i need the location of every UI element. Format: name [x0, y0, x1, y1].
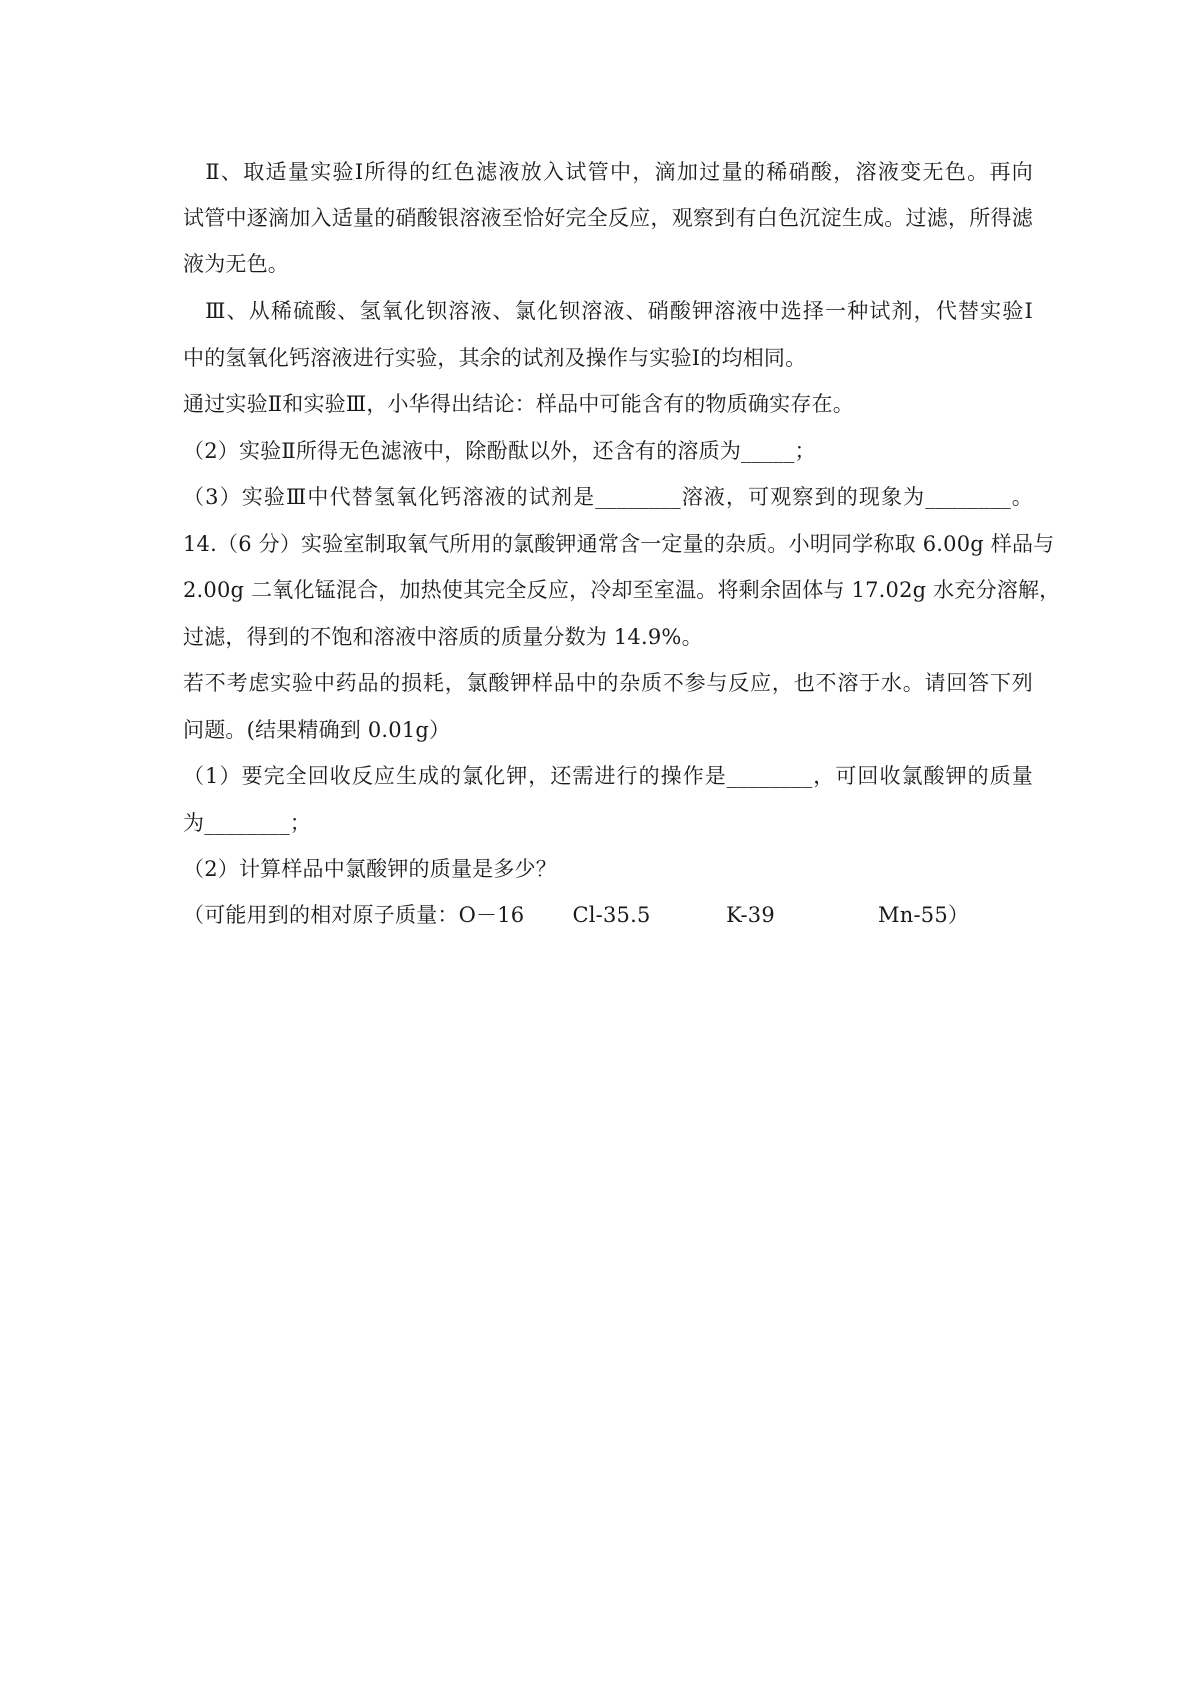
paragraph-line: 中的氢氧化钙溶液进行实验，其余的试剂及操作与实验Ⅰ的均相同。 [183, 346, 807, 370]
paragraph-line: 问题。(结果精确到 0.01g） [183, 718, 451, 742]
question-2-line: （2）计算样品中氯酸钾的质量是多少？ [183, 857, 557, 881]
paragraph-line: 液为无色。 [183, 252, 289, 276]
paragraph-line: 过滤，得到的不饱和溶液中溶质的质量分数为 14.9%。 [183, 625, 703, 649]
question-1-line-continued: 为________； [183, 811, 311, 835]
question-1-line: （1）要完全回收反应生成的氯化钾，还需进行的操作是________，可回收氯酸钾的质量 [183, 764, 1033, 788]
question-2-line: （2）实验Ⅱ所得无色滤液中，除酚酞以外，还含有的溶质为_____； [183, 439, 816, 463]
conclusion-line: 通过实验Ⅱ和实验Ⅲ，小华得出结论：样品中可能含有的物质确实存在。 [183, 392, 854, 416]
atomic-mass-note: （可能用到的相对原子质量：O－16 Cl-35.5 K-39 Mn-55） [183, 903, 970, 927]
paragraph-line: 若不考虑实验中药品的损耗，氯酸钾样品中的杂质不参与反应，也不溶于水。请回答下列 [183, 671, 1033, 695]
paragraph-line: Ⅱ、取适量实验Ⅰ所得的红色滤液放入试管中，滴加过量的稀硝酸，溶液变无色。再向 [183, 160, 1033, 184]
paragraph-line: Ⅲ、从稀硫酸、氢氧化钡溶液、氯化钡溶液、硝酸钾溶液中选择一种试剂，代替实验Ⅰ [183, 299, 1033, 323]
paragraph-line: 试管中逐滴加入适量的硝酸银溶液至恰好完全反应，观察到有白色沉淀生成。过滤，所得滤 [183, 206, 1033, 230]
question-3-line: （3）实验Ⅲ中代替氢氧化钙溶液的试剂是________溶液，可观察到的现象为________。 [183, 485, 1033, 509]
problem-14-line: 14.（6 分）实验室制取氧气所用的氯酸钾通常含一定量的杂质。小明同学称取 6.00g 样品与 [183, 532, 1055, 556]
paragraph-line: 2.00g 二氧化锰混合，加热使其完全反应，冷却至室温。将剩余固体与 17.02g 水充分溶解， [183, 578, 1061, 602]
